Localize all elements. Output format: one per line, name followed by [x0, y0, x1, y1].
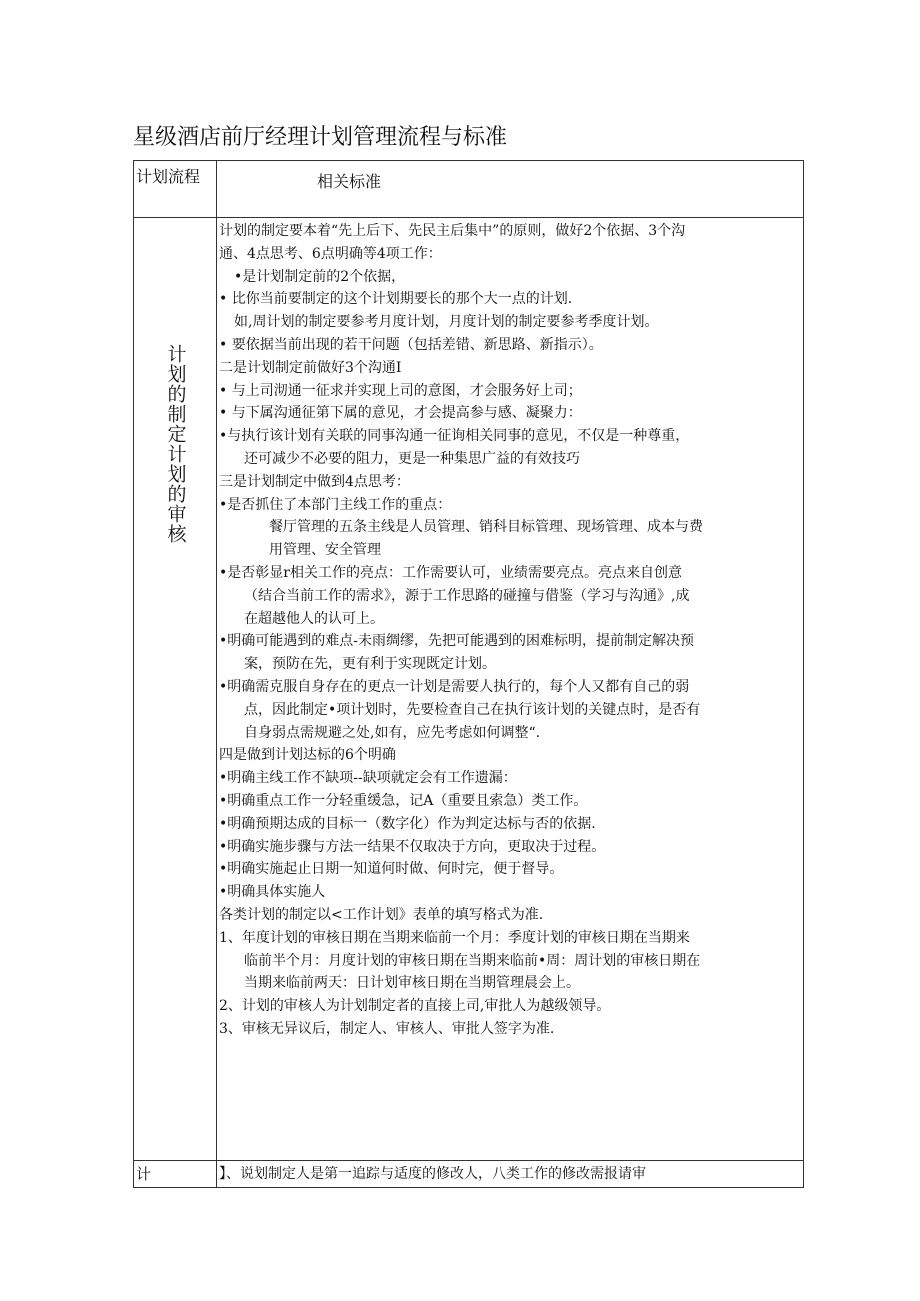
standard-line: 二是计划制定前做好3个沟通I	[219, 359, 402, 376]
standard-line: •明确实施起止日期一知道何时做、何时完，便于督导。	[219, 861, 564, 878]
standard-line: 自身弱点需规避之处,如有，应先考虑如何调整“.	[244, 724, 541, 741]
standard-line: 还可减少不必要的阻力，更是一种集思广益的有效技巧	[244, 450, 580, 467]
standard-line: 临前半个月：月度计划的审核日期在当期来临前•周：周计划的审核日期在	[244, 952, 701, 969]
standard-line: 餐厅管理的五条主线是人员管理、销科目标管理、现场管理、成本与费	[269, 519, 703, 536]
standard-line: • 与下属沟通征第下属的意见，才会提高参与感、凝聚力：	[219, 405, 582, 422]
standard-line: （结合当前工作的需求》，源于工作思路的碰撞与借鉴（学习与沟通》,成	[244, 587, 690, 604]
standard-line: • 要依据当前出现的若干问题（包括差错、新思路、新指示）。	[219, 336, 603, 353]
standard-line: 3、审核无异议后，制定人、审核人、审批人签字为准.	[219, 1020, 555, 1037]
standard-line: •明确实施步骤与方法一结果不仅取决于方向，更取决于过程。	[219, 838, 606, 855]
standard-line: •明确预期达成的目标一（数字化）作为判定达标与否的依据.	[219, 815, 596, 832]
page-title: 星级酒店前厅经理计划管理流程与标准	[133, 125, 508, 150]
standard-line: 点，因此制定•项计划时，先要检查自己在执行该计划的关键点时，是否有	[244, 701, 701, 718]
standard-line: •明确重点工作一分轻重缓急，记A（重要且索急）类工作。	[219, 792, 588, 809]
standard-line: 各类计划的制定以<工作计划》表单的填写格式为准.	[219, 906, 544, 923]
standards-cell	[217, 218, 804, 1161]
header-related-standard: 相关标准	[217, 161, 804, 218]
header-plan-flow: 计划流程	[134, 161, 217, 218]
standard-line: 2、计划的审核人为计划制定者的直接上司,审批人为越级领导。	[219, 998, 611, 1015]
plan-standard-table	[133, 160, 804, 1188]
standard-line: •与执行该计划有关联的同事沟通一征询相关同事的意见，不仅是一种尊重，	[219, 428, 690, 445]
table-body-row	[134, 218, 804, 1161]
standard-line: 用管理、安全管理	[269, 542, 381, 559]
standard-line: •是否抓住了本部门主线工作的重点：	[219, 496, 452, 513]
standard-line: •是否彰显r相关工作的亮点：工作需要认可，业绩需要亮点。亮点来自创意	[219, 564, 682, 581]
standard-line: 当期来临前两天：日计划审核日期在当期管理晨会上。	[244, 975, 580, 992]
standard-line: 在超越他人的认可上。	[244, 610, 384, 627]
table-header-row	[134, 161, 804, 218]
standard-line: 三是计划制定中做到4点思考：	[219, 473, 410, 490]
table-footer-row	[134, 1161, 804, 1188]
standard-line: 如,周计划的制定要参考月度计划，月度计划的制定要参考季度计划。	[234, 314, 659, 331]
standard-line: • 与上司沏通一征求并实现上司的意图，才会服务好上司；	[219, 382, 582, 399]
footer-standard-cell: 】、说划制定人是第一追踪与适度的修改人，八类工作的修改需报请审	[217, 1161, 804, 1188]
section-label-cell	[134, 218, 217, 1161]
standard-line: 计划的制定要本着“先上后下、先民主后集中”的原则，做好2个依据、3个沟	[219, 223, 686, 239]
standard-line: •明确具体实施人	[219, 884, 326, 901]
footer-plan-cell: 计	[134, 1161, 217, 1188]
standard-line: • 比你当前要制定的这个计划期要长的那个大一点的计划.	[219, 291, 573, 308]
standard-line: •明确需克服自身存在的更点一计划是需要人执行的，每个人又都有自己的弱	[219, 678, 690, 695]
standard-line: •是计划制定前的2个依据，	[234, 268, 406, 285]
standard-line: 四是做到计划达标的6个明确	[219, 747, 396, 764]
standard-line: •明确可能遇到的难点-未雨绸缪，先把可能遇到的困难标明，提前制定解决预	[219, 633, 694, 650]
standard-line: 通、4点思考、6点明确等4项工作：	[219, 245, 442, 262]
standard-line: 案，预防在先，更有利于实现既定计划。	[244, 656, 496, 673]
section-label: 计划的制定计划的审核	[164, 344, 187, 544]
standards-text	[219, 220, 799, 1041]
standard-line: •明确主线工作不缺项--缺项就定会有工作遗漏：	[219, 770, 517, 787]
standard-line: 1、年度计划的审核日期在当期来临前一个月：季度计划的审核日期在当期来	[219, 929, 690, 946]
